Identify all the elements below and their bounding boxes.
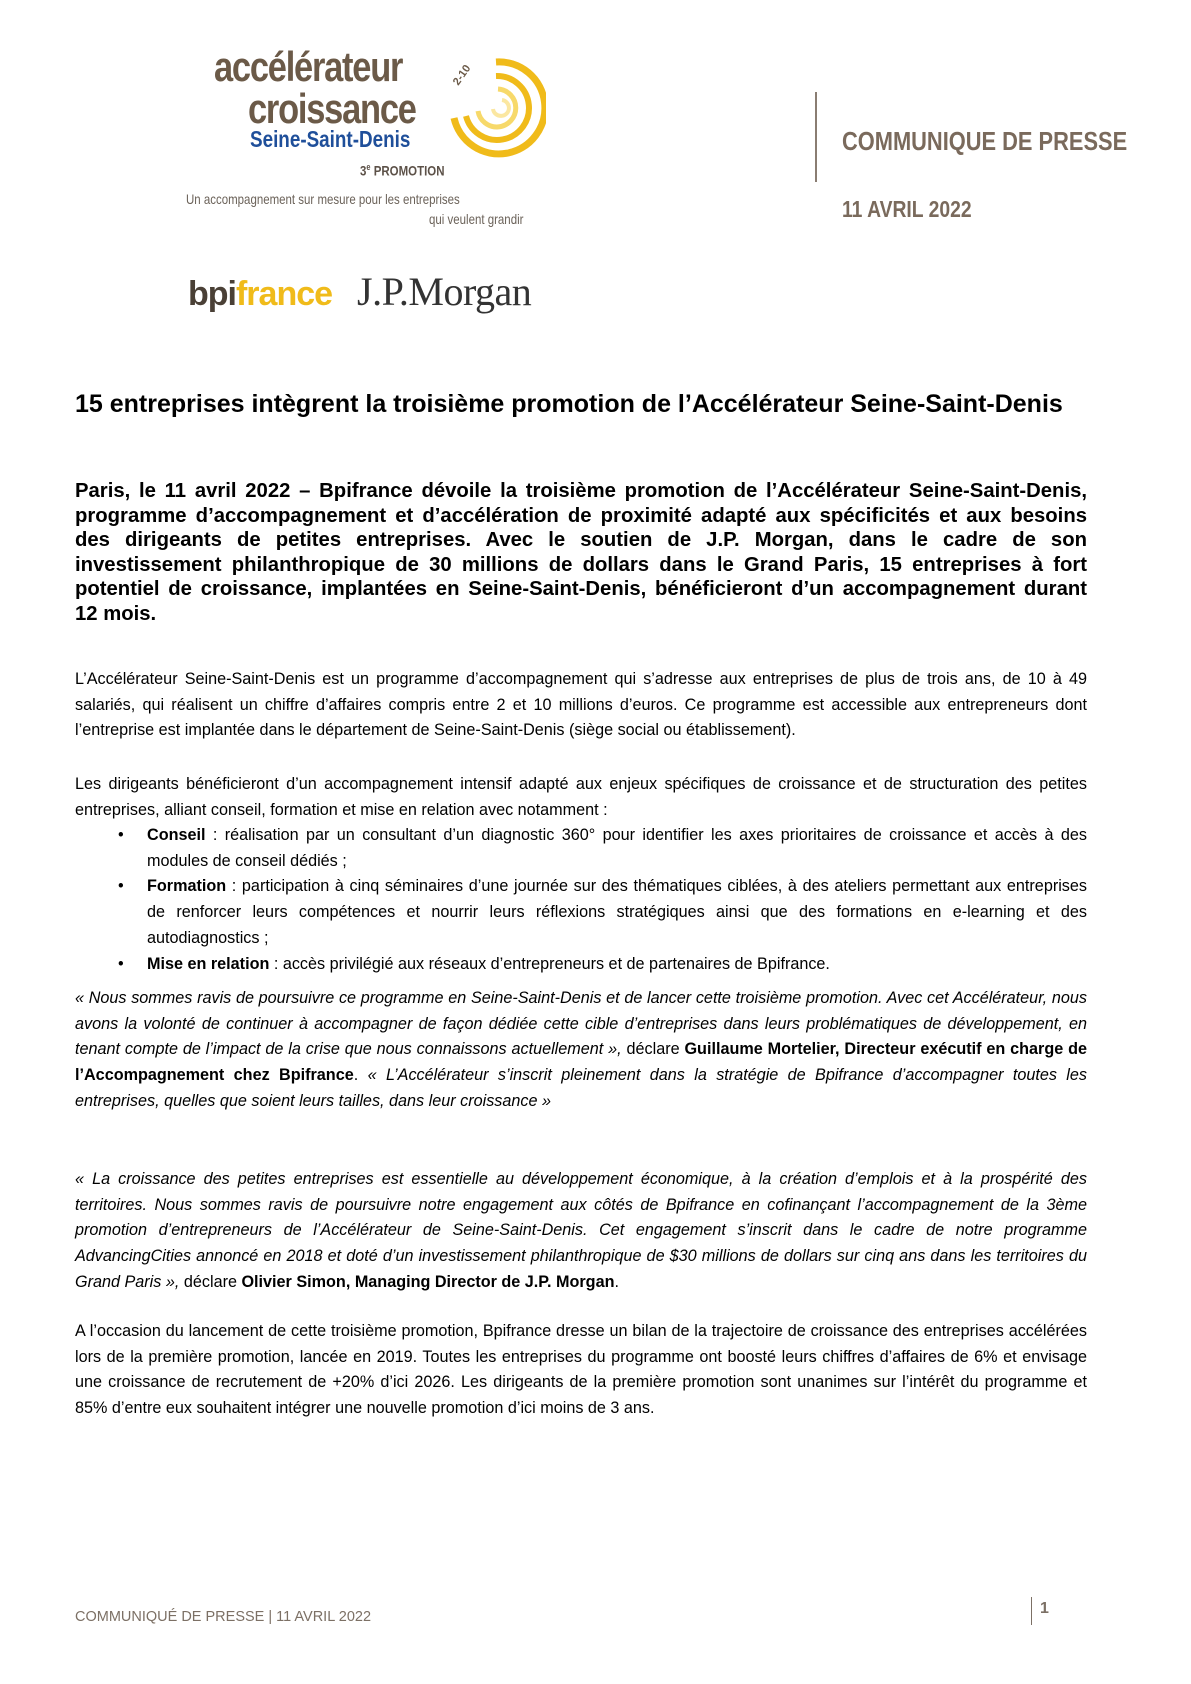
logo-tagline-1: Un accompagnement sur mesure pour les entreprises xyxy=(186,191,460,207)
bpifrance-logo: bpifrance xyxy=(188,275,333,313)
list-item-conseil: • Conseil : réalisation par un consultant d’un diagnostic 360° pour identifier les axes prioritaires de croissance et accès à des modules de conseil dédiés ; xyxy=(75,823,1087,874)
spiral-logo-icon xyxy=(446,56,546,160)
list-item-mise-en-relation: • Mise en relation : accès privilégié aux réseaux d’entrepreneurs et de partenaires de Bpifrance. xyxy=(75,952,1087,978)
document-type: COMMUNIQUE DE PRESSE xyxy=(842,126,1128,156)
logo-line-accelerateur: accélérateur xyxy=(214,43,403,90)
quote-bpifrance: « Nous sommes ravis de poursuivre ce programme en Seine-Saint-Denis et de lancer cette troisième promotion. Avec cet Accélérateur, nous avons la volonté de continuer à accompagner de façon dédiée cette cible d’entreprises dans leurs problématiques de développement, en tenant compte de l’impact de la crise que nous connaissons actuellement », déclare Guillaume Mortelier, Directeur exécutif en charge de l’Accompagnement chez Bpifrance. « L’Accélérateur s’inscrit pleinement dans la stratégie de Bpifrance d’accompagner toutes les entreprises, quelles que soient leurs tailles, dans leur croissance » xyxy=(75,989,1087,1110)
footer-text: COMMUNIQUÉ DE PRESSE | 11 AVRIL 2022 xyxy=(75,1609,372,1625)
jpmorgan-logo: J.P.Morgan xyxy=(357,269,532,314)
bullet-icon: • xyxy=(118,826,124,844)
logo-badge-text: 2-10 xyxy=(450,62,474,88)
footer-divider xyxy=(1031,1597,1032,1625)
quote-speaker: Guillaume Mortelier, Directeur exécutif en charge de l’Accompagnement chez Bpifrance xyxy=(75,1040,1087,1085)
header-divider xyxy=(815,92,817,182)
bullet-icon: • xyxy=(118,954,124,973)
document-date: 11 AVRIL 2022 xyxy=(842,196,972,222)
quote-speaker: Olivier Simon, Managing Director de J.P. Morgan xyxy=(241,1272,615,1291)
page-number: 1 xyxy=(1040,1600,1049,1617)
bullet-icon: • xyxy=(118,877,124,896)
logo-line-croissance: croissance xyxy=(248,85,416,132)
logo-promotion: 3e PROMOTION xyxy=(360,162,445,179)
page-title: 15 entreprises intègrent la troisième promotion de l’Accélérateur Seine-Saint-Denis xyxy=(75,390,1063,418)
paragraph-program: L’Accélérateur Seine-Saint-Denis est un programme d’accompagnement qui s’adresse aux entreprises de plus de trois ans, de 10 à 49 salariés, qui réalisent un chiffre d’affaires compris entre 2 et 10 millions d’euros. Ce programme est accessible aux entrepreneurs dont l’entreprise est implantée dans le département de Seine-Saint-Denis (siège social ou établissement). xyxy=(75,670,1087,740)
support-list xyxy=(75,823,1087,977)
paragraph-results: A l’occasion du lancement de cette troisième promotion, Bpifrance dresse un bilan de la trajectoire de croissance des entreprises accélérées lors de la première promotion, lancée en 2019. Toutes les entreprises du programme ont boosté leurs chiffres d’affaires de 6% et envisage une croissance de recrutement de +20% d’ici 2026. Les dirigeants de la première promotion sont unanimes sur l’intérêt du programme et 85% d’entre eux souhaitent intégrer une nouvelle promotion d’ici moins de 3 ans. xyxy=(75,1322,1087,1418)
paragraph-support: Les dirigeants bénéficieront d’un accompagnement intensif adapté aux enjeux spécifiques de croissance et de structuration des petites entreprises, alliant conseil, formation et mise en relation avec notamment : xyxy=(75,775,1087,819)
quote-jpmorgan: « La croissance des petites entreprises est essentielle au développement économique, à la création d’emplois et à la prospérité des territoires. Nous sommes ravis de poursuivre notre engagement aux côtés de Bpifrance en cofinançant l’accompagnement de la 3ème promotion d’entrepreneurs de l’Accélérateur de Seine-Saint-Denis. Cet engagement s’inscrit dans le cadre de notre programme AdvancingCities annoncé en 2018 et doté d’un investissement philanthropique de $30 millions de dollars sur cinq ans dans les territoires du Grand Paris », déclare Olivier Simon, Managing Director de J.P. Morgan. xyxy=(75,1170,1087,1291)
list-item-formation: • Formation : participation à cinq séminaires d’une journée sur des thématiques ciblées, à des ateliers permettant aux entreprises de renforcer leurs compétences et nourrir leurs réflexions stratégiques ainsi que des formations en e-learning et des autodiagnostics ; xyxy=(75,874,1087,951)
logo-line-seine-saint-denis: Seine-Saint-Denis xyxy=(250,126,411,152)
logo-tagline-2: qui veulent grandir xyxy=(429,211,524,227)
lead-paragraph: Paris, le 11 avril 2022 – Bpifrance dévoile la troisième promotion de l’Accélérateur Seine-Saint-Denis, programme d’accompagnement et d’accélération de proximité adapté aux spécificités et aux besoins des dirigeants de petites entreprises. Avec le soutien de J.P. Morgan, dans le cadre de son investissement philanthropique de 30 millions de dollars dans le Grand Paris, 15 entreprises à fort potentiel de croissance, implantées en Seine-Saint-Denis, bénéficieront d’un accompagnement durant 12 mois. xyxy=(75,480,1087,625)
